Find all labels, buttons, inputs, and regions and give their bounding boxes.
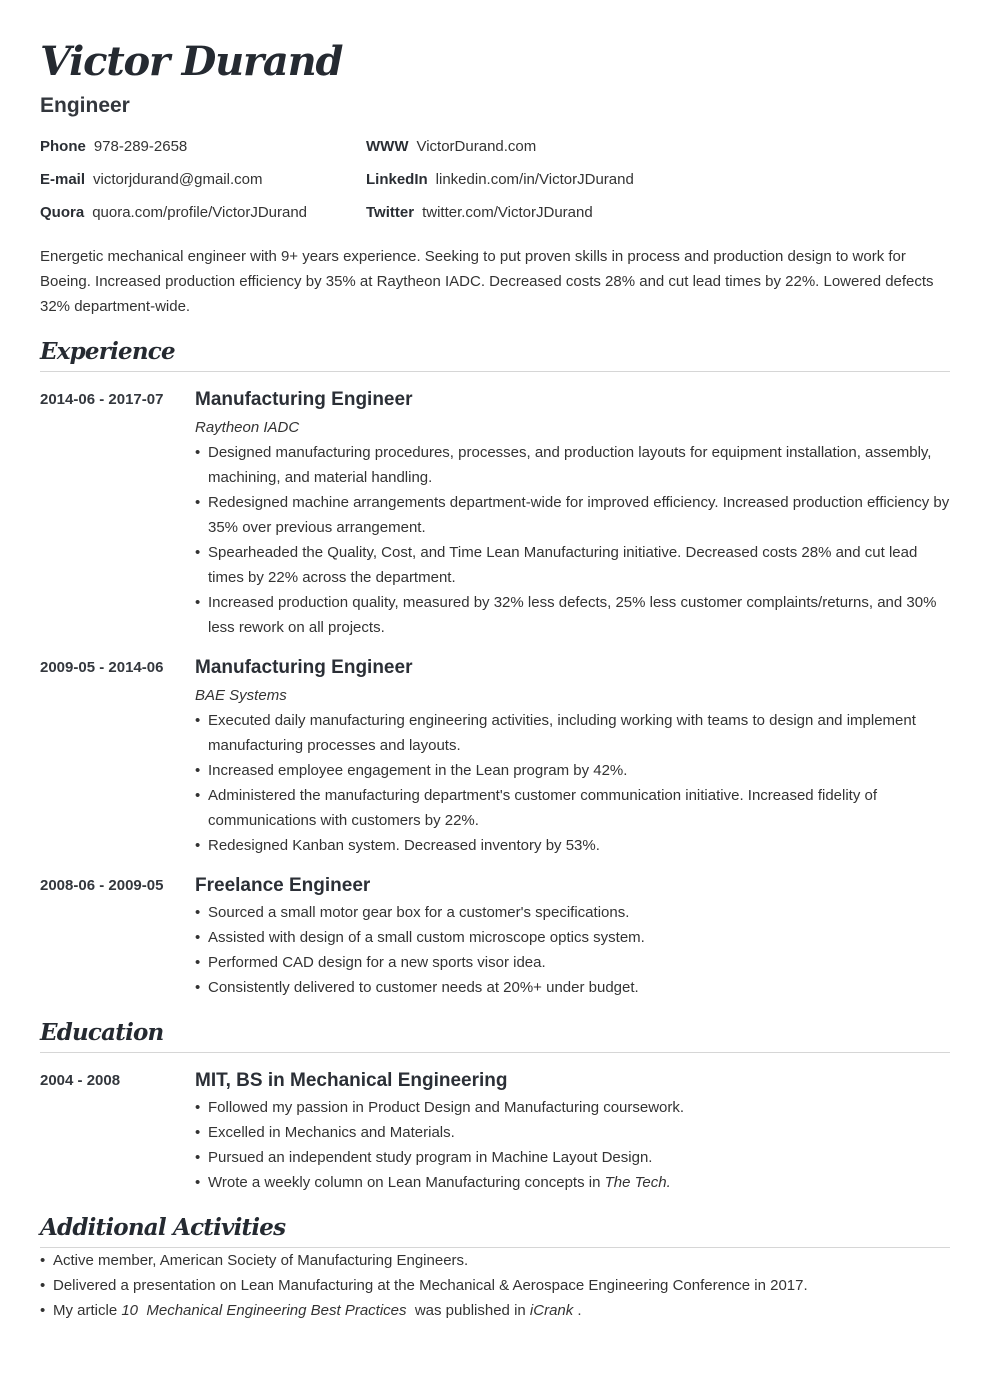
job-entry	[40, 386, 950, 640]
list-item: • Redesigned Kanban system. Decreased inventory by 53%.	[195, 833, 950, 858]
education-dates: 2004 - 2008	[40, 1072, 121, 1089]
list-item: • Executed daily manufacturing engineering activities, including working with teams to design and implement manufacturing processes and layouts.	[195, 708, 950, 758]
summary: Energetic mechanical engineer with 9+ years experience. Seeking to put proven skills in process and production design to work for Boeing. Increased production efficiency by 35% at Raytheon IADC. Decreased costs 28% and cut lead times by 22%. Lowered defects 32% department-wide.	[40, 248, 934, 315]
job-bullets	[195, 900, 950, 1000]
contact-email	[40, 169, 366, 191]
job-role: Freelance Engineer	[195, 875, 371, 896]
contact-label: Phone	[40, 138, 86, 155]
contact-value[interactable]: quora.com/profile/VictorJDurand	[92, 204, 308, 221]
bullet-text: .	[573, 1302, 582, 1319]
section-heading-activities: Additional Activities	[40, 1213, 950, 1248]
contact-value: 978-289-2658	[93, 138, 188, 155]
contact-label: WWW	[366, 138, 409, 155]
candidate-title: Engineer	[40, 94, 130, 117]
job-company: Raytheon IADC	[195, 419, 300, 436]
bullet-text: Wrote a weekly column on Lean Manufacturing concepts in	[208, 1174, 605, 1191]
job-dates: 2008-06 - 2009-05	[40, 877, 164, 894]
contact-label: LinkedIn	[366, 171, 428, 188]
list-item: • Followed my passion in Product Design and Manufacturing coursework.	[195, 1095, 950, 1120]
job-role: Manufacturing Engineer	[195, 389, 413, 410]
contact-label: Quora	[40, 204, 85, 221]
publication-name: iCrank	[529, 1302, 574, 1319]
job-entry	[40, 872, 950, 1000]
list-item	[195, 1170, 950, 1195]
contact-quora	[40, 202, 366, 224]
list-item: • Sourced a small motor gear box for a customer's specifications.	[195, 900, 950, 925]
job-bullets	[195, 440, 950, 640]
job-role: Manufacturing Engineer	[195, 657, 413, 678]
candidate-name: Victor Durand	[40, 38, 343, 85]
job-entry	[40, 654, 950, 858]
list-item: • Delivered a presentation on Lean Manufacturing at the Mechanical & Aerospace Engineering Conference in 2017.	[40, 1273, 950, 1298]
list-item: • Increased employee engagement in the Lean program by 42%.	[195, 758, 950, 783]
list-item: • Increased production quality, measured by 32% less defects, 25% less customer complaints/returns, and 30% less rework on all projects.	[195, 590, 950, 640]
list-item: • Administered the manufacturing department's customer communication initiative. Increased fidelity of communications with customers by 22%.	[195, 783, 950, 833]
contact-label: E-mail	[40, 171, 86, 188]
activities-bullets	[40, 1248, 950, 1323]
contact-value[interactable]: twitter.com/VictorJDurand	[422, 204, 593, 221]
job-bullets	[195, 708, 950, 858]
bullet-text: was published in	[406, 1302, 530, 1319]
list-item: • Spearheaded the Quality, Cost, and Time Lean Manufacturing initiative. Decreased costs 28% and cut lead times by 22% across the department.	[195, 540, 950, 590]
contact-value[interactable]: victorjdurand@gmail.com	[93, 171, 263, 188]
list-item: • Excelled in Mechanics and Materials.	[195, 1120, 950, 1145]
section-heading-experience: Experience	[40, 337, 950, 372]
job-company: BAE Systems	[195, 687, 287, 704]
education-entry	[40, 1067, 950, 1195]
contact-label: Twitter	[366, 204, 415, 221]
list-item: • Redesigned machine arrangements department-wide for improved efficiency. Increased production efficiency by 35% over previous arrangement.	[195, 490, 950, 540]
article-title: 10 Mechanical Engineering Best Practices	[121, 1302, 407, 1319]
list-item: • Designed manufacturing procedures, processes, and production layouts for equipment installation, assembly, machining, and material handling.	[195, 440, 950, 490]
job-dates: 2009-05 - 2014-06	[40, 659, 164, 676]
publication-title: The Tech.	[604, 1174, 671, 1191]
contact-phone	[40, 136, 366, 158]
contact-linkedin	[366, 169, 950, 191]
list-item: • Performed CAD design for a new sports visor idea.	[195, 950, 950, 975]
contact-value[interactable]: VictorDurand.com	[416, 138, 537, 155]
job-dates: 2014-06 - 2017-07	[40, 391, 164, 408]
section-heading-education: Education	[40, 1018, 950, 1053]
contact-twitter	[366, 202, 950, 224]
list-item: • Active member, American Society of Manufacturing Engineers.	[40, 1248, 950, 1273]
contact-value[interactable]: linkedin.com/in/VictorJDurand	[435, 171, 634, 188]
education-bullets	[195, 1095, 950, 1195]
list-item: • Consistently delivered to customer needs at 20%+ under budget.	[195, 975, 950, 1000]
education-degree: MIT, BS in Mechanical Engineering	[195, 1070, 508, 1091]
list-item: • Pursued an independent study program in Machine Layout Design.	[195, 1145, 950, 1170]
list-item	[40, 1298, 950, 1323]
bullet-text: My article	[53, 1302, 122, 1319]
contact-www	[366, 136, 950, 158]
contact-grid	[40, 136, 950, 224]
list-item: • Assisted with design of a small custom microscope optics system.	[195, 925, 950, 950]
